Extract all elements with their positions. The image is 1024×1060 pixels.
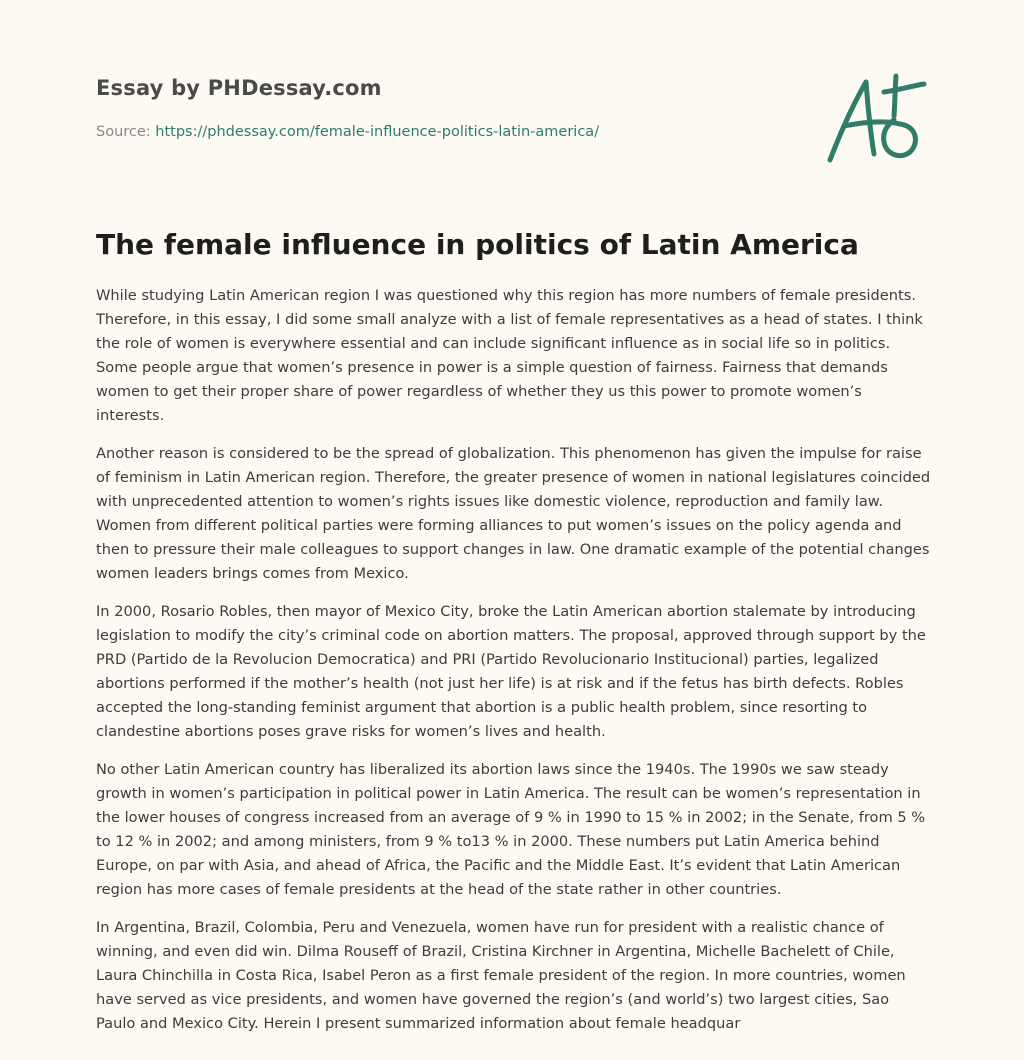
paragraph: In 2000, Rosario Robles, then mayor of Mexico City, broke the Latin American abortion stalemate by introducing legislation to modify the city’s criminal code on abortion matters. The proposal, approved through support by the PRD (Partido de la Revolucion Democratica) and PRI (Partido Revolucionario Institucional) parties, legalized abortions performed if the mother’s health (not just her life) is at risk and if the fetus has birth defects. Robles accepted the long-standing feminist argument that abortion is a public health problem, since resorting to clandestine abortions poses grave risks for women’s lives and health. (96, 603, 926, 740)
essay-body (96, 284, 932, 1050)
a-plus-logo-icon (824, 68, 928, 168)
paragraph: In Argentina, Brazil, Colombia, Peru and Venezuela, women have run for president with a realistic chance of winning, and even did win. Dilma Rouseff of Brazil, Cristina Kirchner in Argentina, Michelle Bachelett of Chile, Laura Chinchilla in Costa Rica, Isabel Peron as a first female president of the region. In more countries, women have served as vice presidents, and women have governed the region’s (and world’s) two largest cities, Sao Paulo and Mexico City. Herein I present summarized information about female headquar (96, 919, 906, 1032)
paragraph: No other Latin American country has liberalized its abortion laws since the 1940s. The 1990s we saw steady growth in women’s participation in political power in Latin America. The result can be women’s representation in the lower houses of congress increased from an average of 9 % in 1990 to 15 % in 2002; in the Senate, from 5 % to 12 % in 2002; and among ministers, from 9 % to13 % in 2000. These numbers put Latin America behind Europe, on par with Asia, and ahead of Africa, the Pacific and the Middle East. It’s evident that Latin American region has more cases of female presidents at the head of the state rather in other countries. (96, 761, 926, 898)
source-link[interactable]: https://phdessay.com/female-influence-politics-latin-america/ (155, 124, 600, 140)
page-header (96, 0, 928, 180)
source-line (96, 124, 599, 140)
source-label: Source: (96, 124, 156, 140)
site-brand: Essay by PHDessay.com (96, 76, 382, 100)
essay-title: The female influence in politics of Latin America (96, 228, 859, 261)
paragraph: Another reason is considered to be the spread of globalization. This phenomenon has given the impulse for raise of feminism in Latin American region. Therefore, the greater presence of women in national legislatures coincided with unprecedented attention to women’s rights issues like domestic violence, reproduction and family law. Women from different political parties were forming alliances to put women’s issues on the policy agenda and then to pressure their male colleagues to support changes in law. One dramatic example of the potential changes women leaders brings comes from Mexico. (96, 445, 931, 582)
paragraph: While studying Latin American region I was questioned why this region has more numbers of female presidents. Therefore, in this essay, I did some small analyze with a list of female representatives as a head of states. I think the role of women is everywhere essential and can include significant influence as in social life so in politics. Some people argue that women’s presence in power is a simple question of fairness. Fairness that demands women to get their proper share of power regardless of whether they us this power to promote women’s interests. (96, 287, 923, 424)
